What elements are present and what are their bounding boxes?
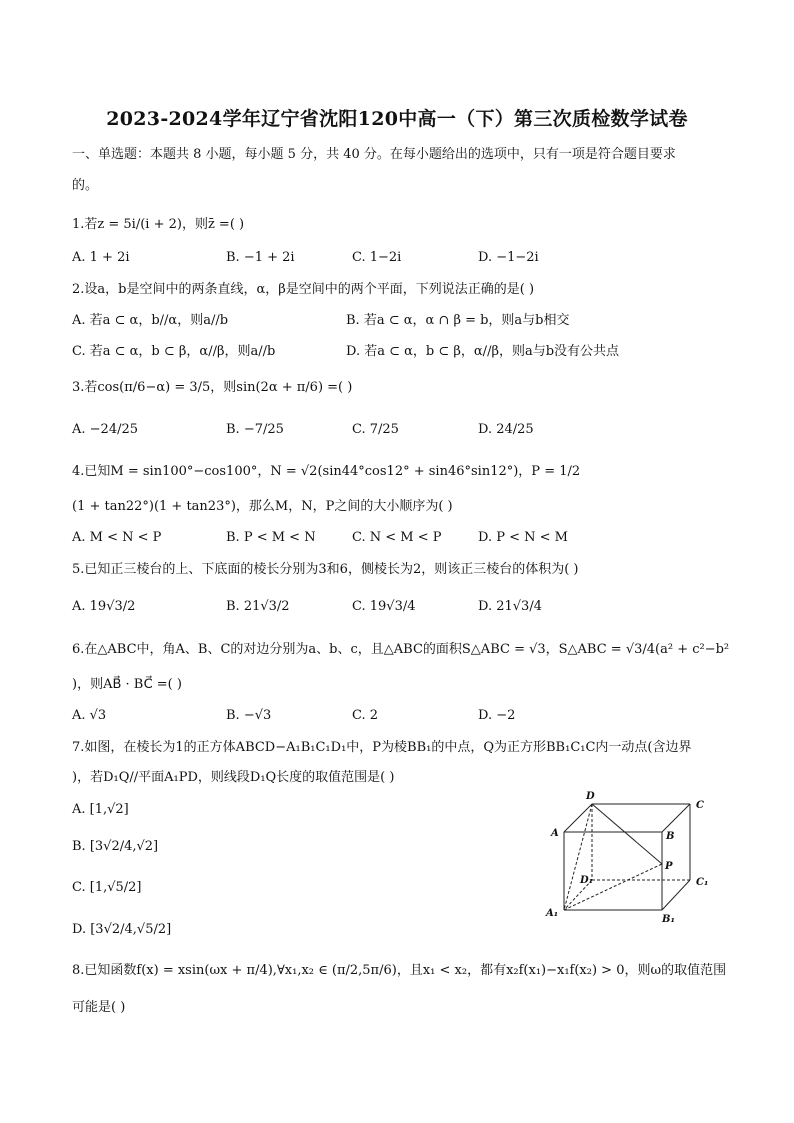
question-7-stem-line2: )，若D₁Q//平面A₁PD，则线段D₁Q长度的取值范围是( ) (72, 770, 395, 785)
question-6-stem-line2: )，则AB⃗ · BC⃗ =( ) (72, 677, 182, 692)
segment-da1 (564, 804, 592, 910)
question-8-stem-line2: 可能是( ) (72, 1000, 126, 1015)
question-1-option-d: D. −1−2i (478, 250, 539, 265)
question-5-stem: 5.已知正三棱台的上、下底面的棱长分别为3和6，侧棱长为2，则该正三棱台的体积为( ) (72, 562, 579, 577)
segment-a1p (564, 864, 662, 910)
question-5-option-d: D. 21√3/4 (478, 599, 542, 614)
question-7-option-d: D. [3√2/4,√5/2] (72, 922, 172, 937)
question-3-option-c: C. 7/25 (352, 422, 399, 437)
label-a: A (551, 828, 559, 839)
label-c: C (696, 800, 704, 811)
question-4-option-b: B. P < M < N (226, 530, 316, 545)
segment-dp (592, 804, 662, 864)
question-7-option-a: A. [1,√2] (72, 802, 129, 817)
question-6-option-c: C. 2 (352, 708, 379, 723)
question-4-option-d: D. P < N < M (478, 530, 568, 545)
question-8-stem-line1: 8.已知函数f(x) = xsin(ωx + π/4),∀x₁,x₂ ∈ (π/2,5π/6)，且x₁ < x₂，都有x₂f(x₁)−x₁f(x₂) > 0，则ω的取值范围 (72, 963, 727, 978)
question-2-option-c: C. 若a ⊂ α，b ⊂ β，α//β，则a//b (72, 344, 276, 359)
question-5-option-a: A. 19√3/2 (72, 599, 136, 614)
question-2-option-b: B. 若a ⊂ α，α ∩ β = b，则a与b相交 (346, 313, 570, 328)
question-2-stem: 2.设a，b是空间中的两条直线，α，β是空间中的两个平面，下列说法正确的是( ) (72, 282, 535, 297)
exam-title: 2023-2024学年辽宁省沈阳120中高一（下）第三次质检数学试卷 (106, 108, 688, 130)
edge-da (564, 804, 592, 832)
question-4-stem-line1: 4.已知M = sin100°−cos100°，N = √2(sin44°cos12° + sin46°sin12°)，P = 1/2 (72, 464, 581, 479)
label-p: P (665, 861, 673, 872)
question-3-option-a: A. −24/25 (72, 422, 139, 437)
question-7-option-c: C. [1,√5/2] (72, 880, 142, 895)
question-6-stem-line1: 6.在△ABC中，角A、B、C的对边分别为a、b、c，且△ABC的面积S△ABC = √3，S△ABC = √3/4(a² + c²−b² (72, 642, 730, 657)
question-3-option-d: D. 24/25 (478, 422, 534, 437)
question-4-option-a: A. M < N < P (72, 530, 162, 545)
label-d: D (586, 791, 595, 802)
question-6-option-d: D. −2 (478, 708, 516, 723)
cube-figure (536, 784, 722, 926)
question-1-option-b: B. −1 + 2i (226, 250, 295, 265)
question-3-stem: 3.若cos(π/6−α) = 3/5，则sin(2α + π/6) =( ) (72, 380, 353, 395)
question-1-option-c: C. 1−2i (352, 250, 402, 265)
question-6-option-a: A. √3 (72, 708, 107, 723)
question-6-option-b: B. −√3 (226, 708, 272, 723)
section-heading-line2: 的。 (72, 178, 99, 193)
question-1-option-a: A. 1 + 2i (72, 250, 130, 265)
edge-cb (662, 804, 690, 832)
question-7-option-b: B. [3√2/4,√2] (72, 839, 159, 854)
question-4-stem-line2: (1 + tan22°)(1 + tan23°)，那么M，N，P之间的大小顺序为( ) (72, 499, 453, 514)
label-d1: D₁ (580, 875, 594, 886)
question-5-option-b: B. 21√3/2 (226, 599, 290, 614)
question-2-option-a: A. 若a ⊂ α，b//α，则a//b (72, 313, 229, 328)
question-4-option-c: C. N < M < P (352, 530, 442, 545)
question-2-option-d: D. 若a ⊂ α，b ⊂ β，α//β，则a与b没有公共点 (346, 344, 620, 359)
edge-b1c1 (662, 880, 690, 910)
question-5-option-c: C. 19√3/4 (352, 599, 416, 614)
question-1-stem: 1.若z = 5i/(i + 2)，则z̄ =( ) (72, 217, 245, 232)
label-b: B (666, 831, 675, 842)
question-7-stem-line1: 7.如图，在棱长为1的正方体ABCD−A₁B₁C₁D₁中，P为棱BB₁的中点，Q为正方形BB₁C₁C内一动点(含边界 (72, 740, 692, 755)
label-b1: B₁ (662, 914, 675, 925)
label-a1: A₁ (546, 908, 559, 919)
question-3-option-b: B. −7/25 (226, 422, 284, 437)
label-c1: C₁ (696, 877, 709, 888)
section-heading-line1: 一、单选题：本题共 8 小题，每小题 5 分，共 40 分。在每小题给出的选项中，只有一项是符合题目要求 (72, 147, 676, 162)
